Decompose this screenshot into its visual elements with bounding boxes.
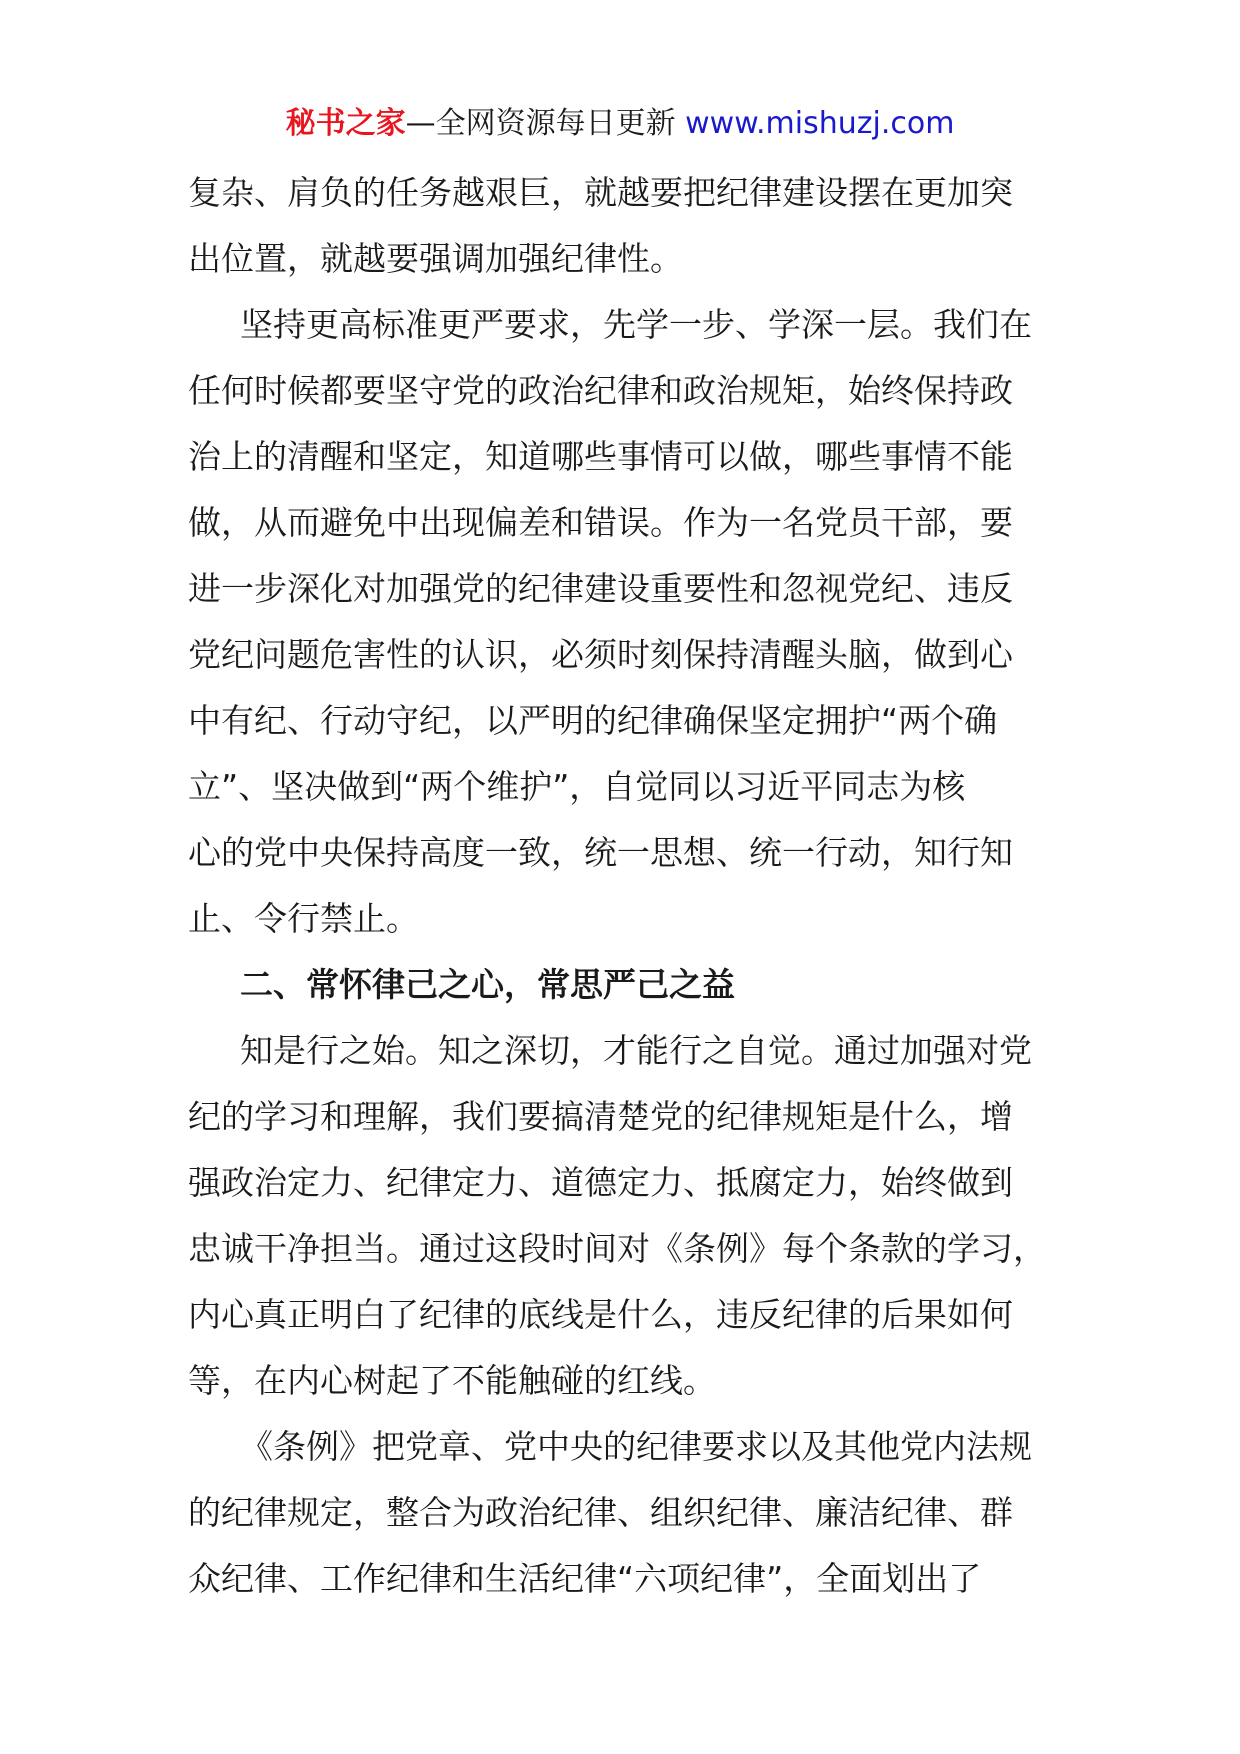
- text-line: 出位置，就越要强调加强纪律性。: [188, 239, 683, 278]
- text-line: 忠诚干净担当。通过这段时间对《条例》每个条款的学习，: [188, 1229, 1046, 1268]
- text-line: 任何时候都要坚守党的政治纪律和政治规矩，始终保持政: [188, 371, 1013, 410]
- document-body: [188, 160, 1058, 1612]
- text-line: 止、令行禁止。: [188, 899, 419, 938]
- text-line: 纪的学习和理解，我们要搞清楚党的纪律规矩是什么，增: [188, 1097, 1013, 1136]
- text-line: 进一步深化对加强党的纪律建设重要性和忽视党纪、违反: [188, 569, 1013, 608]
- text-line: 的纪律规定，整合为政治纪律、组织纪律、廉洁纪律、群: [188, 1493, 1013, 1532]
- text-line: 立”、坚决做到“两个维护”，自觉同以习近平同志为核: [188, 767, 966, 806]
- text-line: 坚持更高标准更严要求，先学一步、学深一层。我们在: [240, 305, 1032, 344]
- text-line: 党纪问题危害性的认识，必须时刻保持清醒头脑，做到心: [188, 635, 1013, 674]
- text-line: 中有纪、行动守纪，以严明的纪律确保坚定拥护“两个确: [188, 701, 998, 740]
- text-line: 强政治定力、纪律定力、道德定力、抵腐定力，始终做到: [188, 1163, 1013, 1202]
- header-url-link[interactable]: www.mishuzj.com: [685, 106, 955, 141]
- text-line: 众纪律、工作纪律和生活纪律“六项纪律”，全面划出了: [188, 1559, 982, 1598]
- text-line: 知是行之始。知之深切，才能行之自觉。通过加强对党: [240, 1031, 1032, 1070]
- header-slogan: —全网资源每日更新: [405, 106, 676, 141]
- text-line: 治上的清醒和坚定，知道哪些事情可以做，哪些事情不能: [188, 437, 1013, 476]
- text-line: 心的党中央保持高度一致，统一思想、统一行动，知行知: [188, 833, 1013, 872]
- page-header: [0, 100, 1240, 148]
- header-brand: 秘书之家: [285, 106, 406, 141]
- section-heading: 二、常怀律己之心，常思严己之益: [240, 965, 735, 1004]
- text-line: 做，从而避免中出现偏差和错误。作为一名党员干部，要: [188, 503, 1013, 542]
- text-line: 复杂、肩负的任务越艰巨，就越要把纪律建设摆在更加突: [188, 173, 1013, 212]
- text-line: 等，在内心树起了不能触碰的红线。: [188, 1361, 716, 1400]
- text-line: 《条例》把党章、党中央的纪律要求以及其他党内法规: [240, 1427, 1032, 1466]
- text-line: 内心真正明白了纪律的底线是什么，违反纪律的后果如何: [188, 1295, 1013, 1334]
